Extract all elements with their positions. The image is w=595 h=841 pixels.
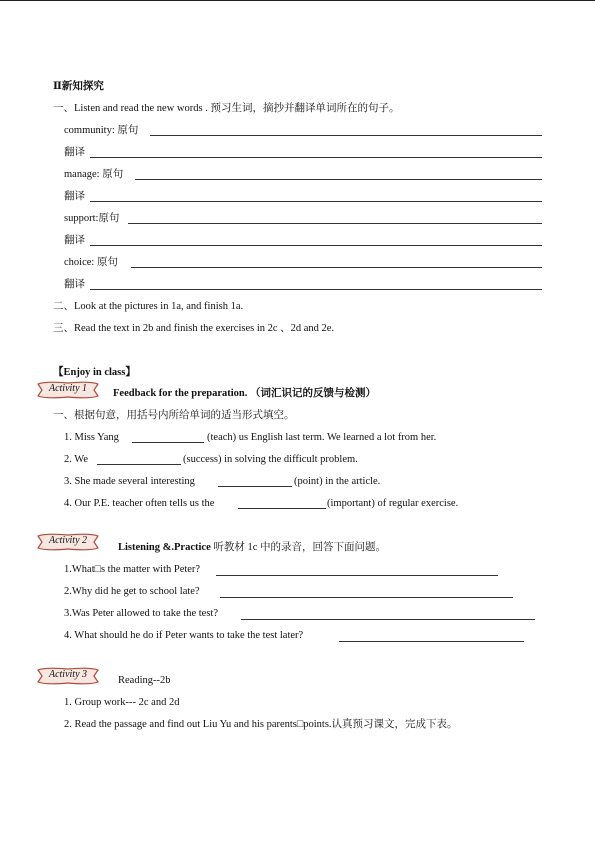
instruction-3: 三、Read the text in 2b and finish the exercises in 2c 、2d and 2e. (53, 323, 335, 334)
exercise-item-rest: (teach) us English last term. We learned a lot from her. (207, 432, 437, 443)
translate-label: 翻译 (64, 279, 85, 290)
exercise-blank[interactable] (218, 486, 292, 487)
exercise-item-rest: (success) in solving the difficult problem. (183, 454, 358, 465)
translate-blank[interactable] (90, 245, 542, 246)
activity-1-title: Feedback for the preparation. （词汇识记的反馈与检测） (113, 388, 376, 399)
exercise-blank[interactable] (97, 464, 181, 465)
exercise-item-rest: (important) of regular exercise. (327, 498, 459, 509)
activity-1-badge: Activity 1 (36, 381, 100, 399)
exercise-blank[interactable] (238, 508, 326, 509)
instruction-2: 二、Look at the pictures in 1a, and finish 1a. (53, 301, 244, 312)
exercise-item: 4. Our P.E. teacher often tells us the (64, 498, 215, 509)
translate-blank[interactable] (90, 289, 542, 290)
word-support: support:原句 (64, 213, 120, 224)
exercise-item: 3. She made several interesting (64, 476, 195, 487)
exercise-item-rest: (point) in the article. (294, 476, 381, 487)
activity-2-title: Listening &.Practice 听教材 1c 中的录音，回答下面问题。 (118, 542, 387, 553)
activity-1-instruction: 一、根据句意，用括号内所给单词的适当形式填空。 (53, 410, 295, 421)
question-item: 3.Was Peter allowed to take the test? (64, 608, 218, 619)
word-community: community: 原句 (64, 125, 139, 136)
source-blank-choice[interactable] (131, 267, 542, 268)
question-item: 2.Why did he get to school late? (64, 586, 200, 597)
translate-label: 翻译 (64, 235, 85, 246)
exercise-blank[interactable] (132, 442, 204, 443)
answer-blank[interactable] (339, 641, 524, 642)
translate-label: 翻译 (64, 147, 85, 158)
question-item: 4. What should he do if Peter wants to take the test later? (64, 630, 304, 641)
answer-blank[interactable] (220, 597, 513, 598)
word-manage: manage: 原句 (64, 169, 124, 180)
translate-label: 翻译 (64, 191, 85, 202)
answer-blank[interactable] (241, 619, 535, 620)
page-top-border (0, 0, 595, 1)
translate-blank[interactable] (90, 157, 542, 158)
activity-3-badge: Activity 3 (36, 667, 100, 685)
answer-blank[interactable] (216, 575, 498, 576)
activity-3-item: 1. Group work--- 2c and 2d (64, 697, 180, 708)
question-item: 1.What□s the matter with Peter? (64, 564, 201, 575)
enjoy-heading: 【Enjoy in class】 (53, 367, 136, 378)
source-blank-community[interactable] (150, 135, 542, 136)
activity-3-title: Reading--2b (118, 675, 171, 686)
translate-blank[interactable] (90, 201, 542, 202)
exercise-item: 1. Miss Yang (64, 432, 119, 443)
exercise-item: 2. We (64, 454, 89, 465)
instruction-1: 一、Listen and read the new words . 预习生词，摘抄并翻译单词所在的句子。 (53, 103, 400, 114)
word-choice: choice: 原句 (64, 257, 118, 268)
activity-2-badge: Activity 2 (36, 533, 100, 551)
section-heading: Ⅱ新知探究 (53, 81, 104, 92)
source-blank-manage[interactable] (135, 179, 542, 180)
source-blank-support[interactable] (128, 223, 542, 224)
activity-3-item: 2. Read the passage and find out Liu Yu and his parents□points.认真预习课文，完成下表。 (64, 719, 458, 730)
